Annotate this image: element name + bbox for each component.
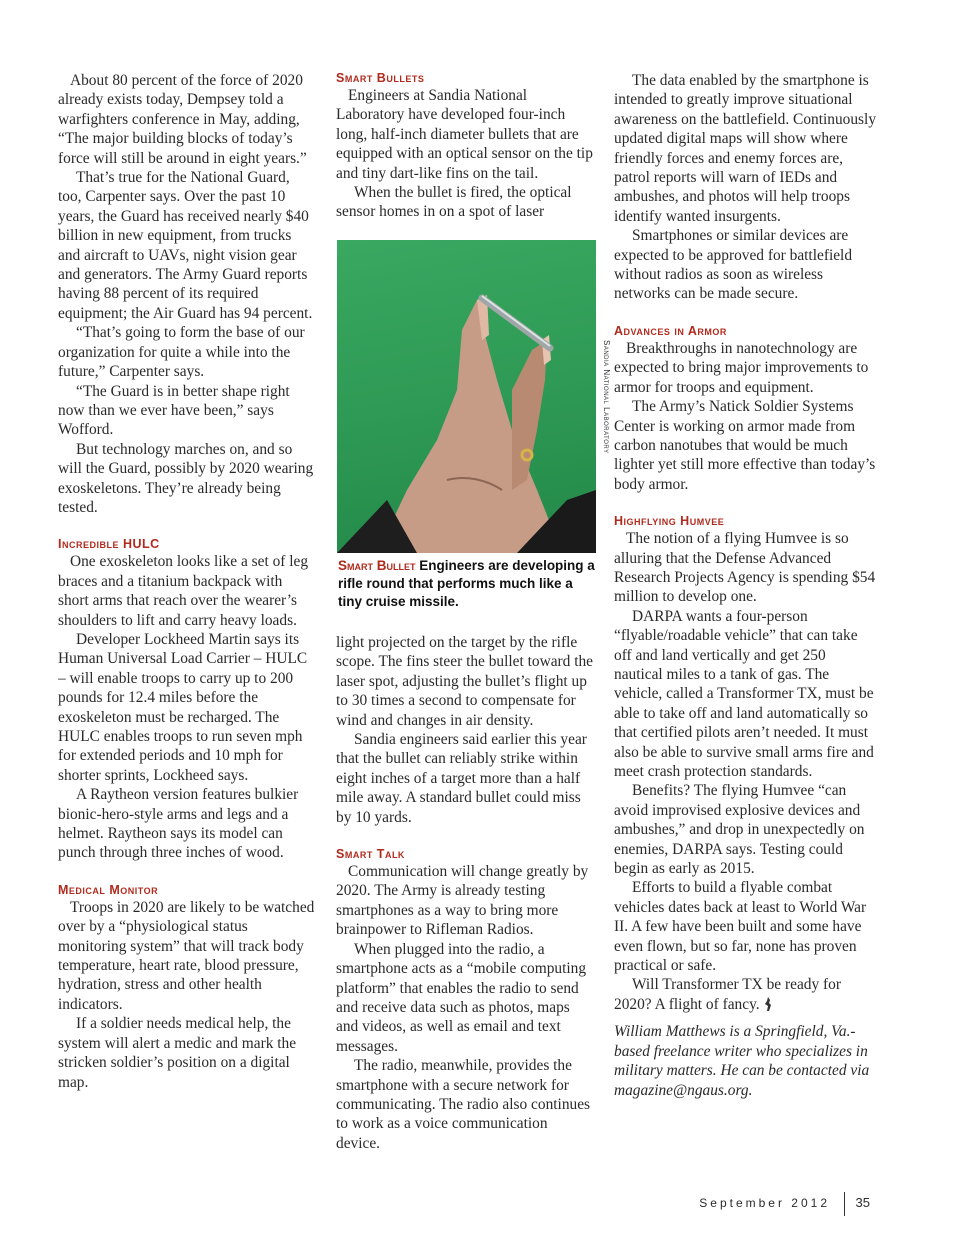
section-heading-hulc: Incredible HULC [58,537,160,552]
paragraph: Benefits? The flying Humvee “can avoid improvised explosive devices and ambushes,” and drop in unexpectedly on enemies, DARPA says. Testing could begin as early as 2015. [614,782,865,878]
column-2-top [336,71,594,222]
section-heading-armor: Advances in Armor [614,323,727,338]
paragraph: One exoskeleton looks like a set of leg braces and a titanium backpack with short arms that reach over the wearer’s shoulders to lift and carry heavy loads. [58,553,309,629]
caption-text: Engineers are developing a rifle round that performs much like a tiny cruise missile. [338,558,595,609]
photo-caption [338,557,596,611]
paragraph: The Army’s Natick Soldier Systems Center is working on armor made from carbon nanotubes that would be much lighter yet still more effective than today’s body armor. [614,398,876,493]
section-heading-talk: Smart Talk [336,847,405,862]
paragraph: The notion of a flying Humvee is so alluring that the Defense Advanced Research Projects Agency is spending $54 million to develop one. [614,530,876,606]
section-heading-bullets: Smart Bullets [336,71,425,85]
paragraph: Communication will change greatly by 2020. The Army is already testing smartphones as a way to bring more brainpower to Rifleman Radios. [336,863,589,939]
closing-sentence: Will Transformer TX be ready for 2020? A flight of fancy. [614,976,841,1013]
paragraph: “The Guard is in better shape right now than we ever have been,” says Wofford. [58,382,290,439]
paragraph [614,975,876,1014]
page-footer [680,1192,900,1216]
author-byline: William Matthews is a Springfield, Va.-based freelance writer who specializes in military matters. He can be contacted via magazine@ngaus.org. [614,1023,870,1099]
paragraph: About 80 percent of the force of 2020 already exists today, Dempsey told a warfighters conference in May, adding, “The major building blocks of today’s force will still be around in eight years.” [58,72,307,167]
issue-date: September 2012 [699,1196,830,1210]
paragraph: A Raytheon version features bulkier bionic-hero-style arms and legs and a helmet. Raytheon says its model can punch through three inches of wood. [58,786,299,862]
page-number: 35 [855,1195,870,1210]
paragraph: Engineers at Sandia National Laboratory have developed four-inch long, half-inch diameter bullets that are equipped with an optical sensor on the tip and tiny dart-like fins on the tail. [336,87,593,182]
paragraph: DARPA wants a four-person “flyable/roadable vehicle” that can take off and land vertically and get 250 nautical miles to a tank of gas. The vehicle, called a Transformer TX, must be able to take off and land automatically so that certified pilots aren’t needed. It must also be able to survive small arms fire and meet crash protection standards. [614,607,874,780]
column-3 [614,71,876,1100]
paragraph: The radio, meanwhile, provides the smartphone with a secure network for communicating. The radio also continues to work as a voice communication device. [336,1057,591,1152]
section-heading-medical: Medical Monitor [58,882,159,897]
paragraph: “That’s going to form the base of our organization for quite a while into the future,” Carpenter says. [58,324,305,381]
paragraph: When the bullet is fired, the optical sensor homes in on a spot of laser [336,184,572,221]
end-mark-icon [764,997,772,1011]
paragraph: Smartphones or similar devices are expected to be approved for battlefield without radios as soon as wireless networks can be made secure. [614,227,853,303]
footer-divider [844,1192,845,1216]
paragraph: light projected on the target by the rifle scope. The fins steer the bullet toward the laser spot, adjusting the bullet’s flight up to 30 times a second to compensate for wind and changes in air density. [336,634,594,729]
paragraph: Breakthroughs in nanotechnology are expected to bring major improvements to armor for troops and equipment. [614,339,869,396]
photo-credit: Sandia National Laboratory [602,339,611,454]
paragraph: Efforts to build a flyable combat vehicles dates back at least to World War II. A few have been built and some have even flown, but so far, none has proven practical or safe. [614,879,867,975]
section-heading-humvee: Highflying Humvee [614,514,725,529]
hands-holding-bullet-illustration [337,240,596,553]
paragraph: Sandia engineers said earlier this year that the bullet can reliably strike within eight inches of a target more than a half mile away. A standard bullet could miss by 10 yards. [336,731,587,826]
paragraph: When plugged into the radio, a smartphone acts as a “mobile computing platform” that enables the radio to send and receive data such as photos, maps and videos, as well as email and text messages. [336,940,587,1055]
smart-bullet-photo [337,240,596,553]
paragraph: If a soldier needs medical help, the system will alert a medic and mark the stricken soldier’s position on a digital map. [58,1015,297,1091]
paragraph: The data enabled by the smartphone is intended to greatly improve situational awareness on the battlefield. Continuously updated digital maps will show where friendly forces and enemy forces are, patrol reports will warn of IEDs and ambushes, and photos will help troops identify wanted insurgents. [614,72,877,225]
paragraph: That’s true for the National Guard, too, Carpenter says. Over the past 10 years, the Guard has received nearly $40 billion in new equipment, from trucks and aircraft to UAVs, night vision gear and generators. The Army Guard reports having 88 percent of its required equipment; the Air Guard has 94 percent. [58,169,313,322]
caption-label: Smart Bullet [338,558,416,573]
column-2-bottom [336,633,594,1153]
paragraph: Developer Lockheed Martin says its Human Universal Load Carrier – HULC – will enable troops to carry up to 200 pounds for 12.4 miles before the exoskeleton must be recharged. The HULC enables troops to run seven mph for extended periods and 10 mph for shorter sprints, Lockheed says. [58,630,308,784]
paragraph: Troops in 2020 are likely to be watched over by a “physiological status monitoring system” that will track body temperature, heart rate, blood pressure, hydration, stress and other health indicators. [58,898,315,1013]
paragraph: But technology marches on, and so will the Guard, possibly by 2020 wearing exoskeletons. They’re already being tested. [58,440,314,516]
column-1 [58,71,316,1092]
